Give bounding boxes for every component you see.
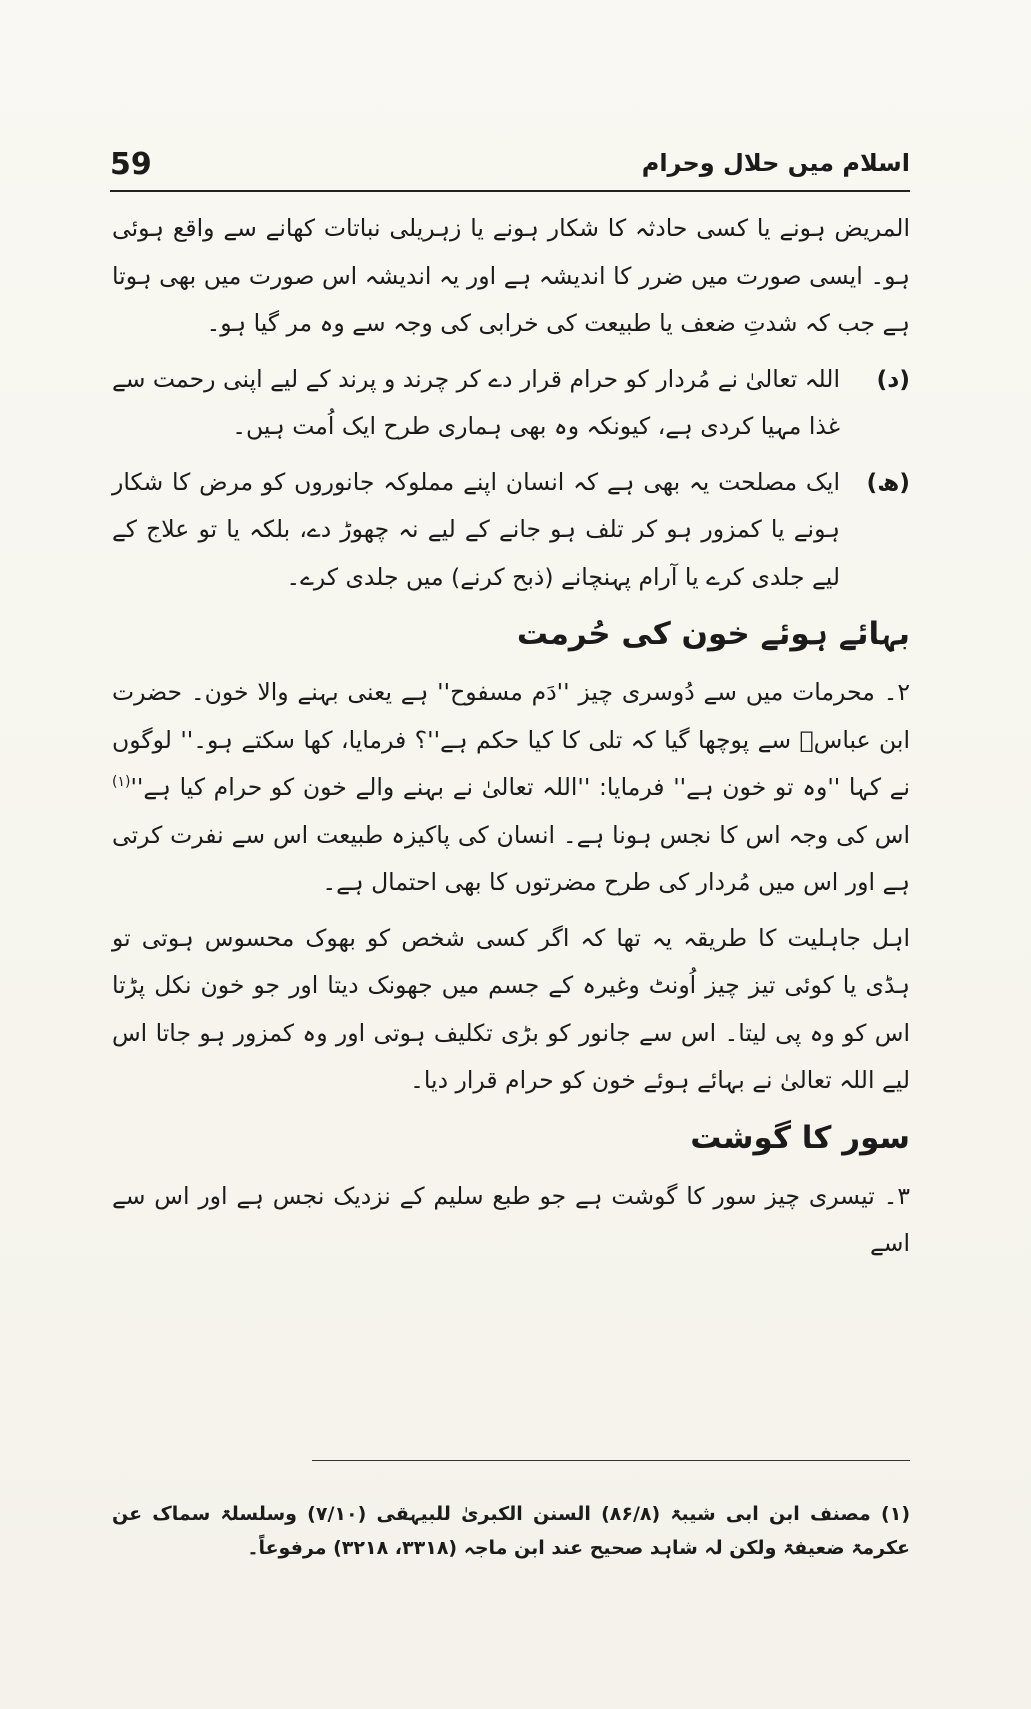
paragraph-intro: المریض ہونے یا کسی حادثہ کا شکار ہونے یا زہریلی نباتات کھانے سے واقع ہوئی ہو۔ ایسی صورت میں ضرر کا اندیشہ ہے اور یہ اندیشہ اس صورت میں بھی ہوتا ہے جب کہ شدتِ ضعف یا طبیعت کی خرابی کی وجہ سے وہ مر گیا ہو۔ <box>112 214 910 337</box>
paragraph-blood-1 <box>112 669 910 907</box>
footnote: (۱) مصنف ابن ابی شیبۃ (۸۶/۸) السنن الکبریٰ للبیہقی (۷/۱۰) وسلسلۃ سماک عن عکرمۃ ضعیفۃ ولکن لہ شاہد صحیح عند ابن ماجہ (۳۳۱۸، ۳۲۱۸) مرفوعاً۔ <box>112 1503 911 1559</box>
footnote-reference: (۱) <box>112 774 131 791</box>
running-title: اسلام میں حلال وحرام <box>641 149 910 177</box>
paragraph-blood-1-part-b: اس کی وجہ اس کا نجس ہونا ہے۔ انسان کی پاکیزہ طبیعت اس سے نفرت کرتی ہے اور اس میں مُردار کی طرح مضرتوں کا بھی احتمال ہے۔ <box>112 820 910 896</box>
footnote-rule <box>312 1460 910 1461</box>
list-item-d-text: اللہ تعالیٰ نے مُردار کو حرام قرار دے کر چرند و پرند کے لیے اپنی رحمت سے غذا مہیا کردی ہے، کیونکہ وہ بھی ہماری طرح ایک اُمت ہیں۔ <box>112 364 840 440</box>
header-rule <box>110 190 910 192</box>
paragraph-blood-1-part-a: ۲۔ محرمات میں سے دُوسری چیز ''دَم مسفوح'' ہے یعنی بہنے والا خون۔ حضرت ابن عباسؓ سے پوچھا گیا کہ تلی کا کیا حکم ہے''؟ فرمایا، کھا سکتے ہو۔'' لوگوں نے کہا ''وہ تو خون ہے'' فرمایا: ''اللہ تعالیٰ نے بہنے والے خون کو حرام کیا ہے'' <box>112 678 910 801</box>
page-header <box>110 145 910 195</box>
page-body <box>112 205 910 1268</box>
list-item-h <box>112 459 910 602</box>
list-marker-h: (ھ) <box>866 467 910 496</box>
section-heading-pork: سور کا گوشت <box>690 1119 910 1156</box>
list-item-d <box>112 356 910 451</box>
page-number: 59 <box>110 147 152 182</box>
list-marker-d: (د) <box>876 364 910 393</box>
paragraph-blood-2: اہل جاہلیت کا طریقہ یہ تھا کہ اگر کسی شخص کو بھوک محسوس ہوتی تو ہڈی یا کوئی تیز چیز اُونٹ وغیرہ کے جسم میں جھونک دیتا اور جو خون نکل پڑتا اس کو وہ پی لیتا۔ اس سے جانور کو بڑی تکلیف ہوتی اور وہ کمزور ہو جاتا اس لیے اللہ تعالیٰ نے بہائے ہوئے خون کو حرام قرار دیا۔ <box>112 923 910 1094</box>
section-heading-blood: بہائے ہوئے خون کی حُرمت <box>516 616 910 652</box>
paragraph-pork: ۳۔ تیسری چیز سور کا گوشت ہے جو طبع سلیم کے نزدیک نجس ہے اور اس سے اسے <box>112 1181 910 1257</box>
list-item-h-text: ایک مصلحت یہ بھی ہے کہ انسان اپنے مملوکہ جانوروں کو مرض کا شکار ہونے یا کمزور ہو کر تلف ہو جانے کے لیے نہ چھوڑ دے، بلکہ یا تو علاج کے لیے جلدی کرے یا آرام پہنچانے (ذبح کرنے) میں جلدی کرے۔ <box>112 467 840 591</box>
